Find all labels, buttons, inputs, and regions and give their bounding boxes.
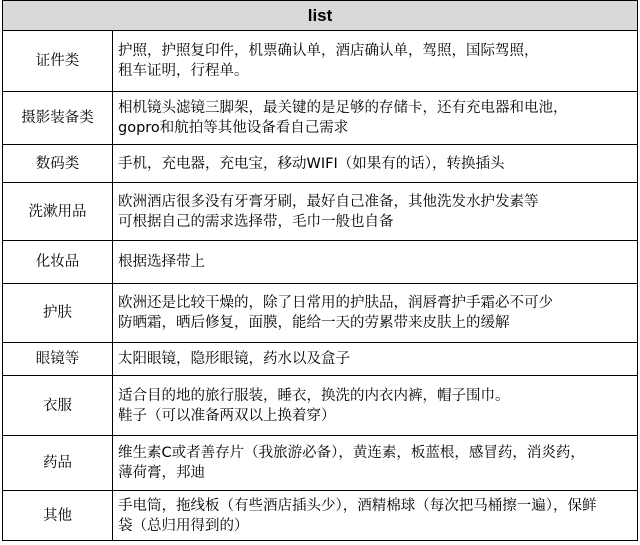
item-line: 袋（总归用得到的） — [118, 517, 249, 534]
table-title: list — [307, 5, 333, 25]
items-cell — [113, 92, 637, 144]
category-label: 衣服 — [43, 397, 72, 414]
category-label: 眼镜等 — [35, 351, 80, 367]
table-row-documents — [3, 30, 637, 91]
item-line: 相机镜头滤镜三脚架，最关键的是足够的存储卡，还有充电器和电池， — [118, 100, 568, 116]
table-row-other — [3, 490, 637, 540]
category-cell — [3, 376, 113, 435]
category-label: 护肤 — [43, 305, 72, 321]
table-row-toiletries — [3, 182, 637, 240]
table-row-skincare — [3, 283, 637, 342]
items-cell — [113, 436, 637, 490]
category-label: 摄影装备类 — [21, 110, 94, 126]
category-cell — [3, 436, 113, 490]
item-line: 护照，护照复印件，机票确认单，酒店确认单，驾照，国际驾照， — [118, 43, 539, 59]
category-cell — [3, 491, 113, 540]
items-cell — [113, 145, 637, 182]
item-line: 根据选择带上 — [118, 254, 205, 270]
item-line: 欧洲还是比较干燥的，除了日常用的护肤品，润唇膏护手霜必不可少 — [118, 295, 553, 311]
item-line: 维生素C或者善存片（我旅游必备），黄连素，板蓝根，感冒药，消炎药， — [118, 445, 585, 461]
items-cell — [113, 376, 637, 435]
category-label: 数码类 — [35, 155, 80, 172]
table-row-digital — [3, 144, 637, 182]
item-line: 薄荷膏，邦迪 — [118, 465, 205, 481]
item-line: 鞋子（可以准备两双以上换着穿） — [118, 407, 336, 424]
items-cell — [113, 31, 637, 91]
item-line: 手机，充电器，充电宝，移动WIFI（如果有的话），转换插头 — [118, 155, 505, 172]
category-label: 证件类 — [35, 53, 80, 69]
category-cell — [3, 145, 113, 182]
table-row-cosmetics — [3, 240, 637, 283]
items-cell — [113, 241, 637, 283]
table-row-clothing — [3, 375, 637, 435]
table-row-glasses — [3, 342, 637, 375]
category-label: 化妆品 — [35, 254, 80, 270]
items-cell — [113, 183, 637, 240]
category-cell — [3, 284, 113, 342]
packing-list-table — [2, 0, 638, 541]
item-line: 太阳眼镜，隐形眼镜，药水以及盒子 — [118, 351, 350, 367]
category-cell — [3, 241, 113, 283]
item-line: gopro和航拍等其他设备看自己需求 — [118, 120, 349, 136]
category-label: 其他 — [43, 507, 72, 524]
item-line: 防晒霜，晒后修复，面膜，能给一天的劳累带来皮肤上的缓解 — [118, 315, 510, 331]
item-line: 可根据自己的需求选择带，毛巾一般也自备 — [118, 213, 394, 230]
category-label: 药品 — [43, 455, 72, 471]
table-header — [3, 1, 637, 30]
table-row-medicine — [3, 435, 637, 490]
item-line: 手电筒，拖线板（有些酒店插头少），酒精棉球（每次把马桶擦一遍），保鲜 — [118, 497, 597, 514]
category-cell — [3, 92, 113, 144]
items-cell — [113, 284, 637, 342]
items-cell — [113, 491, 637, 540]
category-cell — [3, 31, 113, 91]
item-line: 适合目的地的旅行服装，睡衣，换洗的内衣内裤，帽子围巾。 — [118, 387, 510, 404]
category-cell — [3, 343, 113, 375]
item-line: 欧洲酒店很多没有牙膏牙刷，最好自己准备，其他洗发水护发素等 — [118, 193, 539, 210]
items-cell — [113, 343, 637, 375]
item-line: 租车证明，行程单。 — [118, 63, 249, 79]
category-label: 洗漱用品 — [28, 203, 87, 220]
table-row-camera-gear — [3, 91, 637, 144]
category-cell — [3, 183, 113, 240]
